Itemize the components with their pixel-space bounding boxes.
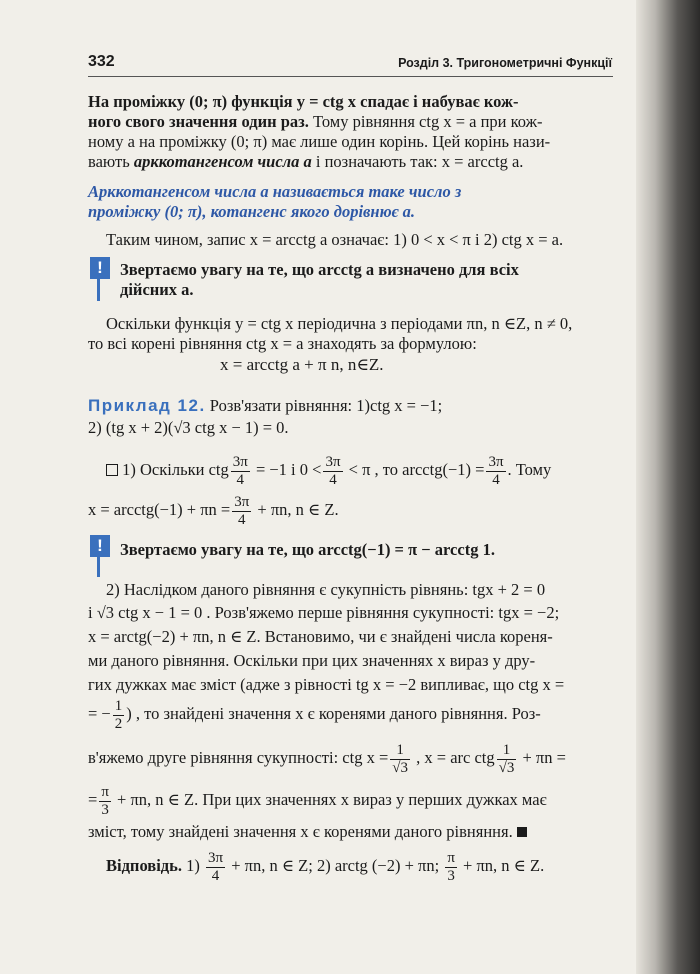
solution-line-9 — [88, 822, 613, 842]
frac-num: π — [101, 783, 109, 800]
frac-den: 4 — [492, 471, 500, 488]
attention-icon: ! — [90, 535, 110, 557]
fraction-3pi-4 — [323, 454, 342, 489]
line6-a: = − — [88, 704, 111, 723]
solution-line-1: 2) Наслідком даного рівняння є сукупність рівнянь: tgx + 2 = 0 — [106, 580, 546, 599]
thus-line: Таким чином, запис x = arcctg a означає: 1) 0 < x < π і 2) ctg x = a. — [106, 230, 564, 249]
answer-a3: + πn, n ∈ Z. — [458, 856, 545, 875]
fraction-1-sqrt3 — [390, 742, 410, 777]
step1-result-a: x = arcctg(−1) + πn = — [88, 500, 231, 519]
step1-text-d: . Тому — [507, 460, 552, 479]
intro-line-4c: і позначають так: x = arcctg a. — [311, 152, 524, 171]
line6-b: ) , то знайдені значення x є коренями даного рівняння. Роз- — [126, 704, 541, 723]
fraction-3pi-4 — [231, 454, 250, 489]
line7-a: в'яжемо друге рівняння сукупності: ctg x = — [88, 748, 389, 767]
solution-line-6 — [88, 694, 613, 734]
line8-a: = — [88, 790, 98, 809]
step1-text-a: 1) Оскільки ctg — [118, 460, 229, 479]
frac-num: 3π — [232, 453, 248, 470]
example-task-1: Розв'язати рівняння: 1)ctg x = −1; — [205, 396, 443, 415]
example-line-1 — [88, 396, 613, 416]
frac-num: 3π — [488, 453, 504, 470]
intro-line-4a: вають — [88, 152, 134, 171]
frac-den: √3 — [498, 759, 515, 776]
frac-den: 2 — [114, 715, 123, 732]
fraction-3pi-4 — [206, 850, 225, 885]
fraction-pi-3 — [99, 784, 111, 819]
general-formula: x = arcctg a + π n, n∈Z. — [220, 355, 384, 374]
fraction-3pi-4 — [486, 454, 505, 489]
frac-den: 4 — [211, 867, 220, 884]
header-rule — [88, 76, 613, 77]
line9-text: зміст, тому знайдені значення x є коренями даного рівняння. — [88, 822, 513, 841]
frac-num: 3π — [207, 849, 224, 866]
note1-bar — [97, 279, 100, 301]
answer-label: Відповідь. — [106, 856, 182, 875]
book-spine-shadow — [636, 0, 700, 974]
example-line-2: 2) (tg x + 2)(√3 ctg x − 1) = 0. — [88, 418, 289, 437]
frac-den: 4 — [238, 511, 246, 528]
frac-num: 1 — [497, 742, 517, 760]
frac-den: 4 — [329, 471, 337, 488]
answer-line — [106, 845, 613, 887]
frac-num: 3π — [325, 453, 341, 470]
fraction-1-2 — [113, 698, 125, 733]
fraction-1-sqrt3 — [497, 742, 517, 777]
frac-den: 3 — [447, 867, 455, 884]
frac-den: 3 — [101, 801, 109, 818]
page-number: 332 — [88, 53, 115, 70]
intro-line-4 — [88, 152, 613, 172]
fraction-3pi-4 — [232, 494, 251, 529]
intro-line-2 — [88, 112, 613, 132]
solution-line-4: ми даного рівняння. Оскільки при цих значеннях x вираз у дру- — [88, 651, 536, 670]
definition-line-2: проміжку (0; π), котангенс якого дорівнює a. — [88, 202, 415, 221]
line7-b: , x = arc ctg — [412, 748, 495, 767]
frac-den: √3 — [392, 759, 409, 776]
answer-a1: 1) — [181, 856, 204, 875]
periodic-line-1: Оскільки функція y = ctg x періодична з періодами πn, n ∈Z, n ≠ 0, — [106, 314, 573, 333]
intro-line-1: На проміжку (0; π) функція y = ctg x спадає і набуває кож- — [88, 92, 519, 111]
solution-start-square-icon — [106, 464, 118, 476]
attention-icon: ! — [90, 257, 110, 279]
step1-text-c: < π , то arcctg(−1) = — [344, 460, 485, 479]
fraction-pi-3 — [445, 850, 457, 885]
running-head: Розділ 3. Тригонометричні Функції — [398, 56, 612, 70]
intro-line-3: ному a на проміжку (0; π) має лише один корінь. Цей корінь нази- — [88, 132, 551, 151]
note2-text: Звертаємо увагу на те, що arcctg(−1) = π − arcctg 1. — [120, 540, 495, 559]
solution-line-5: гих дужках має зміст (адже з рівності tg x = −2 випливає, що ctg x = — [88, 675, 565, 694]
definition-line-1: Арккотангенсом числа a називається таке число з — [88, 182, 462, 201]
periodic-line-2: то всі корені рівняння ctg x = a знаходять за формулою: — [88, 334, 477, 353]
note2-bar — [97, 557, 100, 577]
note1-line-1: Звертаємо увагу на те, що arcctg a визначено для всіх — [120, 260, 519, 279]
solution-step-1 — [106, 450, 613, 490]
frac-num: 1 — [114, 697, 123, 714]
solution-line-8 — [88, 780, 613, 820]
frac-num: 1 — [390, 742, 410, 760]
line8-b: + πn, n ∈ Z. При цих значеннях x вираз у перших дужках має — [112, 790, 547, 809]
solution-line-7 — [88, 738, 613, 778]
intro-line-2-rest: Тому рівняння ctg x = a при кож- — [308, 112, 543, 131]
solution-line-2: і √3 ctg x − 1 = 0 . Розв'яжемо перше рівняння сукупності: tgx = −2; — [88, 603, 560, 622]
intro-line-2-bold: ного свого значення один раз. — [88, 112, 309, 131]
solution-step-1-result — [88, 490, 613, 530]
intro-term: арккотангенсом числа a — [133, 152, 312, 171]
frac-num: 3π — [234, 493, 250, 510]
frac-den: 4 — [236, 471, 245, 488]
line7-c: + πn = — [518, 748, 566, 767]
step1-text-b: = −1 і 0 < — [251, 460, 322, 479]
answer-a2: + πn, n ∈ Z; 2) arctg (−2) + πn; — [227, 856, 444, 875]
example-label: Приклад 12. — [88, 396, 206, 415]
note1-line-2: дійсних a. — [120, 280, 194, 299]
solution-line-3: x = arctg(−2) + πn, n ∈ Z. Встановимо, чи є знайдені числа кореня- — [88, 627, 553, 646]
step1-result-b: + πn, n ∈ Z. — [253, 500, 339, 519]
end-of-proof-icon — [517, 827, 527, 837]
frac-num: π — [447, 849, 455, 866]
